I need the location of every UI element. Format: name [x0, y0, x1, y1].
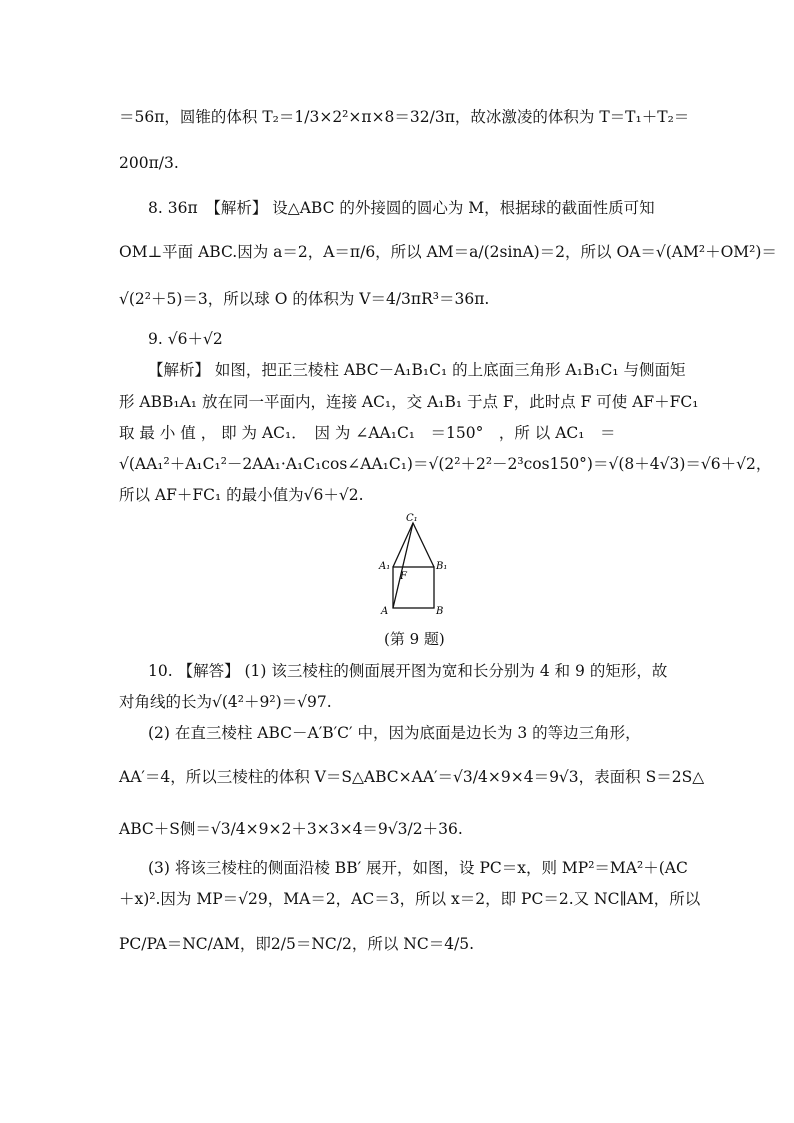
text-line-17: (3) 将该三棱柱的侧面沿棱 BB′ 展开，如图，设 PC＝x，则 MP²＝MA²＋(AC: [148, 859, 688, 877]
text-line-1: ＝56π，圆锥的体积 T₂＝1/3×2²×π×8＝32/3π，故冰激凌的体积为 T＝T₁＋T₂＝: [119, 108, 690, 126]
text-line-12: 10. 【解答】 (1) 该三棱柱的侧面展开图为宽和长分别为 4 和 9 的矩形，故: [148, 662, 668, 680]
text-line-2: 200π/3.: [119, 154, 179, 172]
prism-net-figure: [376, 513, 456, 617]
label-b: B: [436, 606, 444, 617]
diagonal-ac1: [393, 523, 413, 608]
text-line-9: 取 最 小 值 ， 即 为 AC₁． 因 为 ∠AA₁C₁ ＝150° ，所 以 AC₁ ＝: [119, 424, 616, 442]
text-line-15: AA′＝4，所以三棱柱的体积 V＝S△ABC×AA′＝√3/4×9×4＝9√3，表面积 S＝2S△: [119, 768, 705, 786]
label-f: F: [400, 571, 407, 582]
text-line-18: ＋x)².因为 MP＝√29，MA＝2，AC＝3，所以 x＝2，即 PC＝2.又 NC∥AM，所以: [119, 890, 701, 908]
label-b1: B₁: [436, 561, 448, 572]
label-a1: A₁: [379, 561, 391, 572]
text-line-16: ABC＋S侧＝√3/4×9×2＋3×3×4＝9√3/2＋36.: [119, 820, 463, 838]
text-line-8: 形 ABB₁A₁ 放在同一平面内，连接 AC₁，交 A₁B₁ 于点 F，此时点 F 可使 AF＋FC₁: [119, 393, 699, 411]
label-c1: C₁: [406, 513, 418, 524]
text-line-13: 对角线的长为√(4²＋9²)＝√97.: [119, 693, 332, 711]
text-line-7: 【解析】 如图，把正三棱柱 ABC－A₁B₁C₁ 的上底面三角形 A₁B₁C₁ 与侧面矩: [148, 361, 686, 379]
figure-caption: (第 9 题): [384, 630, 445, 648]
text-line-11: 所以 AF＋FC₁ 的最小值为√6＋√2.: [119, 486, 364, 504]
text-line-14: (2) 在直三棱柱 ABC－A′B′C′ 中，因为底面是边长为 3 的等边三角形，: [148, 724, 641, 742]
text-line-10: √(AA₁²＋A₁C₁²－2AA₁·A₁C₁cos∠AA₁C₁)＝√(2²＋2²－2³cos150°)＝√(8＋4√3)＝√6＋√2，: [119, 455, 772, 473]
label-a: A: [381, 606, 389, 617]
text-line-6: 9. √6＋√2: [148, 330, 223, 348]
text-line-5: √(2²＋5)＝3，所以球 O 的体积为 V＝4/3πR³＝36π.: [119, 290, 490, 308]
text-line-19: PC/PA＝NC/AM，即2/5＝NC/2，所以 NC＝4/5.: [119, 935, 475, 953]
text-line-3: 8. 36π 【解析】 设△ABC 的外接圆的圆心为 M，根据球的截面性质可知: [148, 199, 655, 217]
triangle-a1b1c1: [393, 523, 434, 567]
text-line-4: OM⊥平面 ABC.因为 a＝2，A＝π/6，所以 AM＝a/(2sinA)＝2，所以 OA＝√(AM²＋OM²)＝: [119, 243, 777, 261]
